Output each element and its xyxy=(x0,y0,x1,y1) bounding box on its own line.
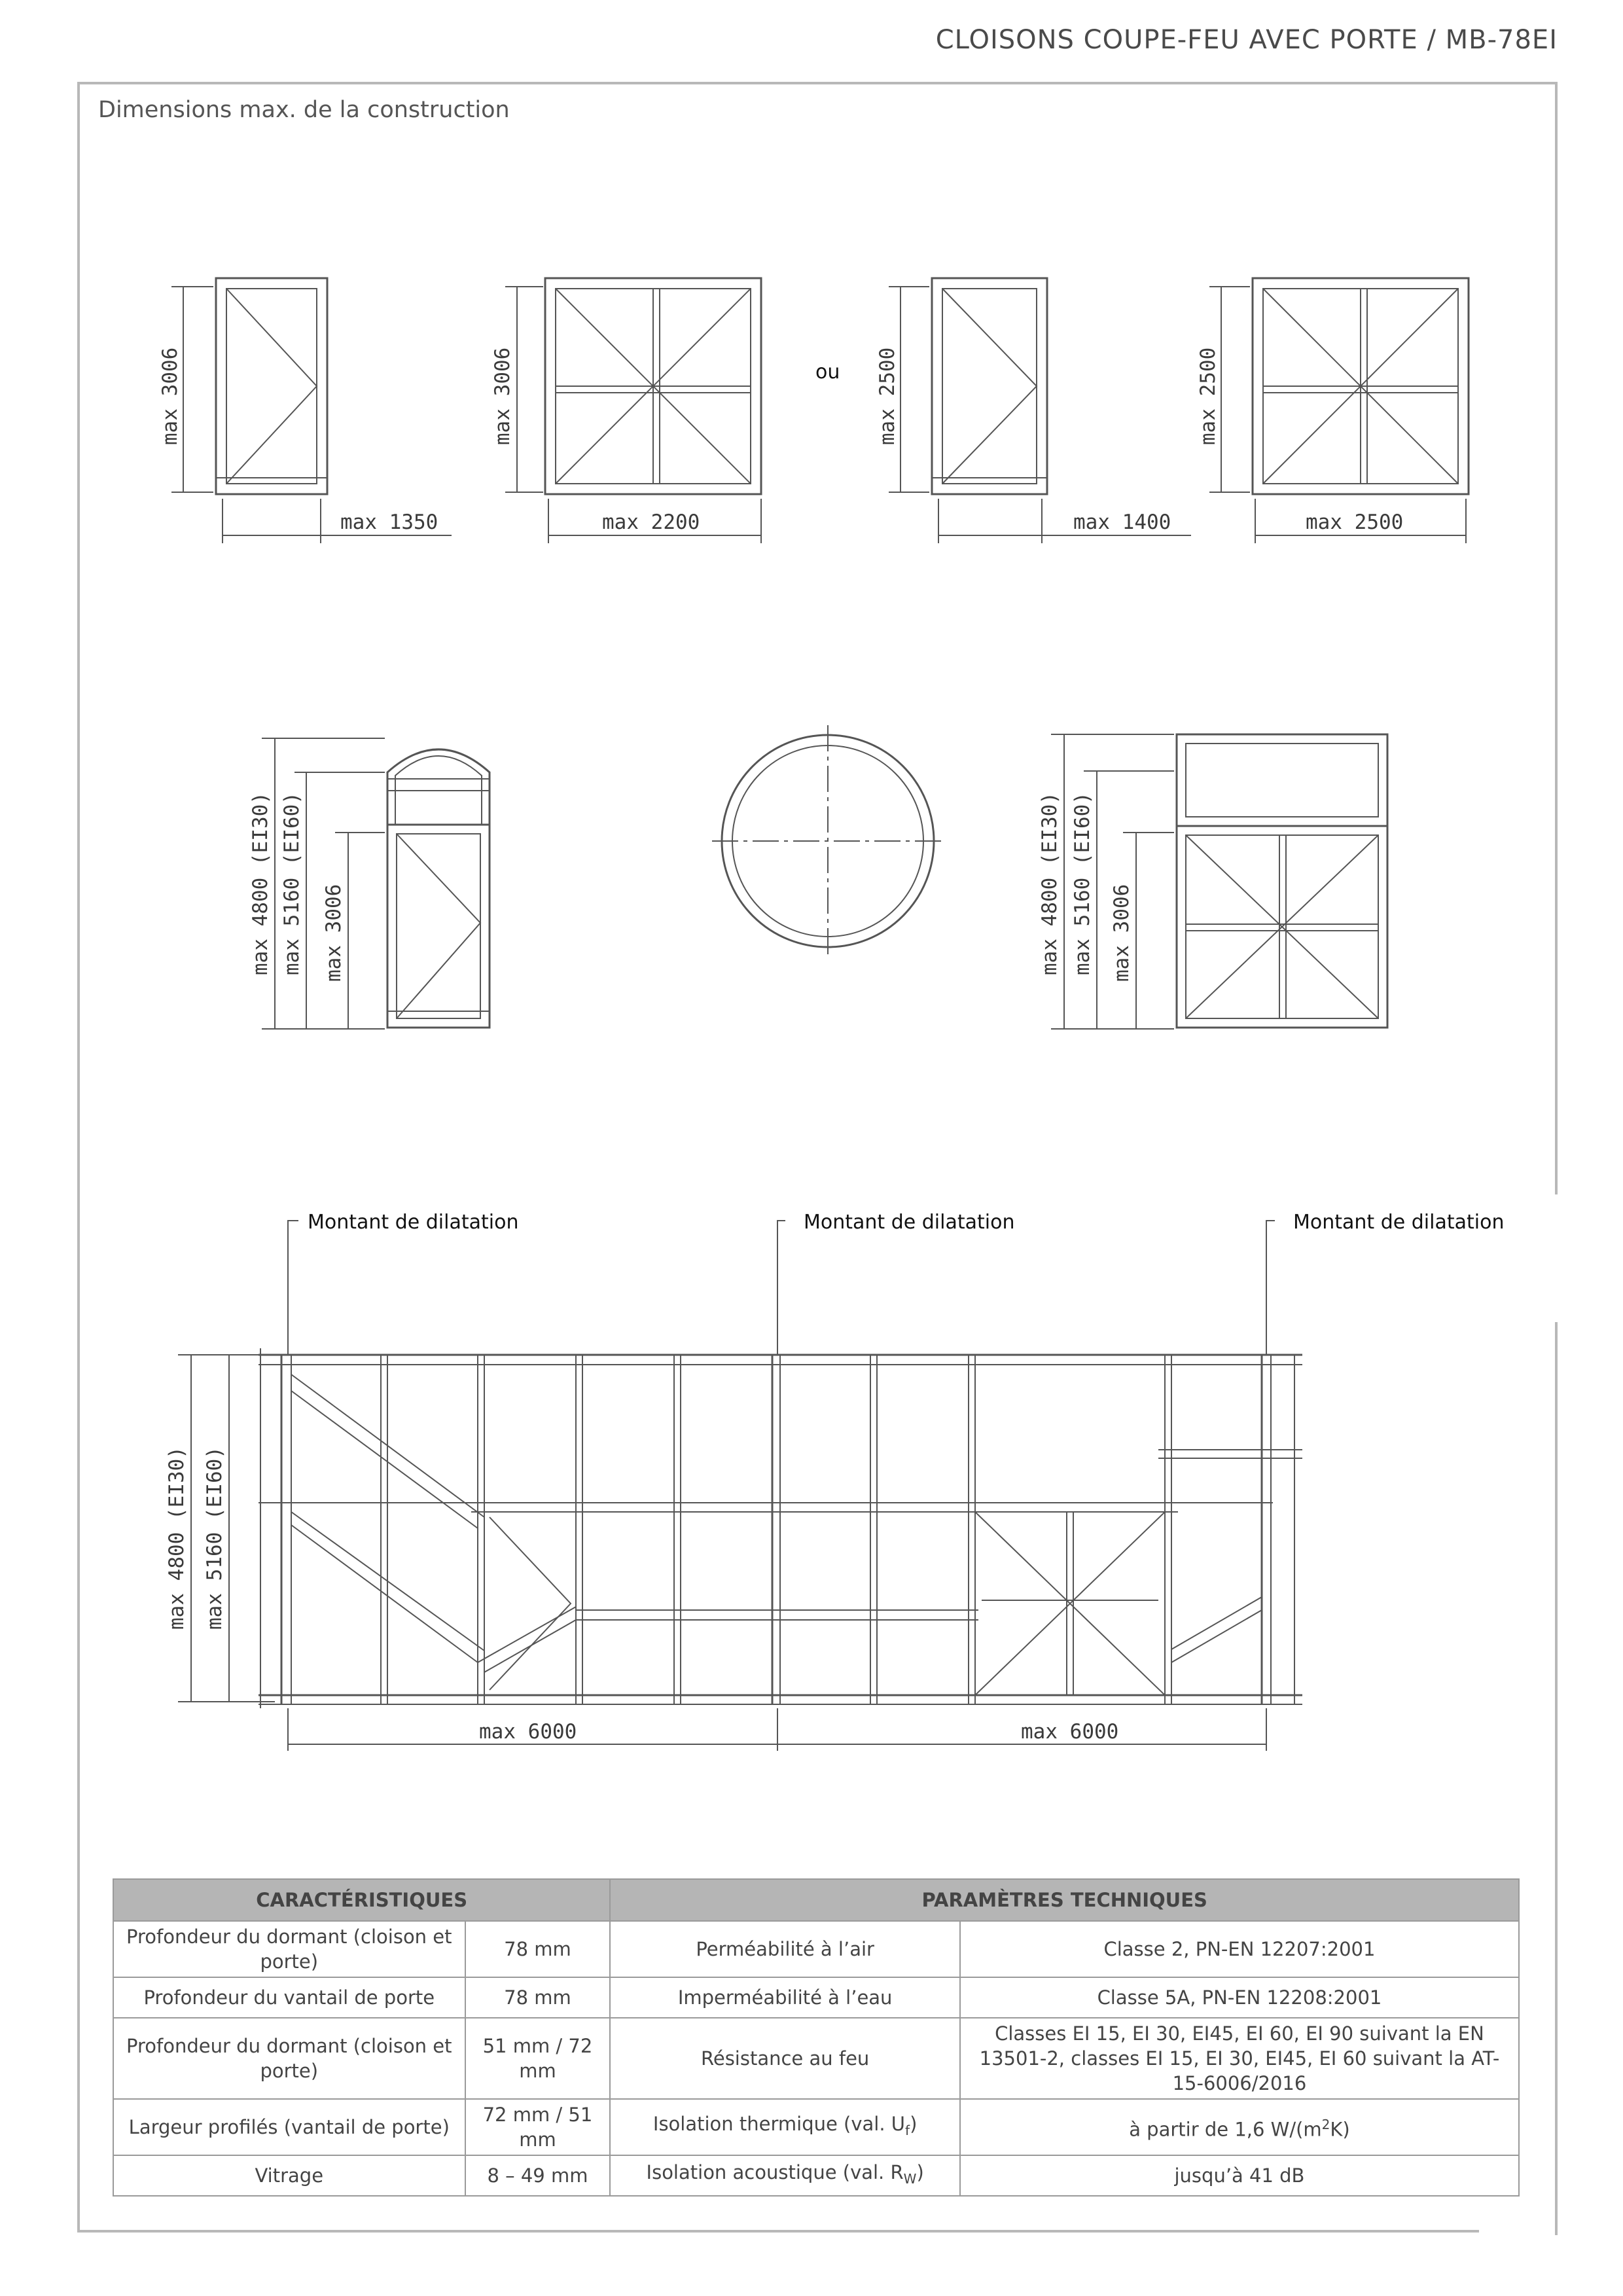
dim-mid-left-3006: max 3006 xyxy=(322,884,346,982)
mullion-label-2: Montant de dilatation xyxy=(804,1211,1015,1234)
table-row xyxy=(113,2018,1519,2099)
row-param: Perméabilité à l’air xyxy=(610,1921,960,1977)
row-param: Imperméabilité à l’eau xyxy=(610,1977,960,2018)
mullion-label-3: Montant de dilatation xyxy=(1293,1211,1505,1234)
dim-door2-width: max 2200 xyxy=(602,511,700,534)
dim-door1-height: max 3006 xyxy=(158,347,182,445)
dim-door3-height: max 2500 xyxy=(876,347,899,445)
dim-door2-height: max 3006 xyxy=(491,347,514,445)
row-feature: Profondeur du vantail de porte xyxy=(113,1977,465,2018)
header-technical-parameters: PARAMÈTRES TECHNIQUES xyxy=(610,1879,1519,1921)
or-label: ou xyxy=(815,361,840,384)
row-spec: à partir de 1,6 $W/(m^2K)$ xyxy=(960,2099,1519,2155)
row-value: 78 mm xyxy=(465,1977,611,2018)
table-row xyxy=(113,2099,1519,2155)
partition-wall-elevation xyxy=(178,1221,1302,1751)
dim-door3-width: max 1400 xyxy=(1073,511,1171,534)
door-double-3006 xyxy=(505,278,761,543)
row-value: 72 mm / 51 mm xyxy=(465,2099,611,2155)
dim-door4-height: max 2500 xyxy=(1196,347,1220,445)
dim-door1-width: max 1350 xyxy=(340,511,438,534)
dim-mid-right-3006: max 3006 xyxy=(1110,884,1133,982)
row-spec: jusqu’à 41 dB xyxy=(960,2155,1519,2196)
row-value: 78 mm xyxy=(465,1921,611,1977)
table-row xyxy=(113,1977,1519,2018)
row-value: 8 – 49 mm xyxy=(465,2155,611,2196)
section-title: Dimensions max. de la construction xyxy=(98,97,510,123)
row-feature: Profondeur du dormant (cloison et porte) xyxy=(113,1921,465,1977)
mullion-label-1: Montant de dilatation xyxy=(308,1211,519,1234)
table-row xyxy=(113,1921,1519,1977)
page-header-title: CLOISONS COUPE-FEU AVEC PORTE / MB-78EI xyxy=(935,25,1558,55)
header-characteristics: CARACTÉRISTIQUES xyxy=(113,1879,610,1921)
row-feature: Largeur profilés (vantail de porte) xyxy=(113,2099,465,2155)
door-double-transom xyxy=(1051,734,1387,1029)
table-row xyxy=(113,2155,1519,2196)
dim-door4-width: max 2500 xyxy=(1306,511,1404,534)
dim-mid-right-ei60: max 5160 (EI60) xyxy=(1071,792,1094,975)
circular-window xyxy=(712,725,944,957)
dim-mid-right-ei30: max 4800 (EI30) xyxy=(1038,792,1061,975)
dim-mid-left-ei60: max 5160 (EI60) xyxy=(280,792,304,975)
door-double-2500 xyxy=(1209,278,1469,543)
frame-border-bottom xyxy=(77,2230,1479,2233)
table-header-row xyxy=(113,1879,1519,1921)
row-spec: Classes EI 15, EI 30, EI45, EI 60, EI 90 suivant la EN 13501-2, classes EI 15, EI 30, EI45, EI 60 suivant la AT-15-6006/2016 xyxy=(960,2018,1519,2099)
row-param: Isolation thermique (val. $U_f$) xyxy=(610,2099,960,2155)
door-single-2500 xyxy=(889,278,1191,543)
row-value: 51 mm / 72 mm xyxy=(465,2018,611,2099)
door-single-3006 xyxy=(171,278,452,543)
dim-mid-left-ei30: max 4800 (EI30) xyxy=(249,792,272,975)
row-feature: Vitrage xyxy=(113,2155,465,2196)
row-param: Résistance au feu xyxy=(610,2018,960,2099)
dim-bottom-ei30: max 4800 (EI30) xyxy=(165,1446,188,1630)
dim-bottom-width-1: max 6000 xyxy=(479,1720,577,1744)
row-spec: Classe 5A, PN-EN 12208:2001 xyxy=(960,1977,1519,2018)
row-param: Isolation acoustique (val. $R_W$) xyxy=(610,2155,960,2196)
row-feature: Profondeur du dormant (cloison et porte) xyxy=(113,2018,465,2099)
dim-bottom-ei60: max 5160 (EI60) xyxy=(203,1446,226,1630)
specifications-table xyxy=(113,1878,1520,2197)
dim-bottom-width-2: max 6000 xyxy=(1021,1720,1119,1744)
row-spec: Classe 2, PN-EN 12207:2001 xyxy=(960,1921,1519,1977)
